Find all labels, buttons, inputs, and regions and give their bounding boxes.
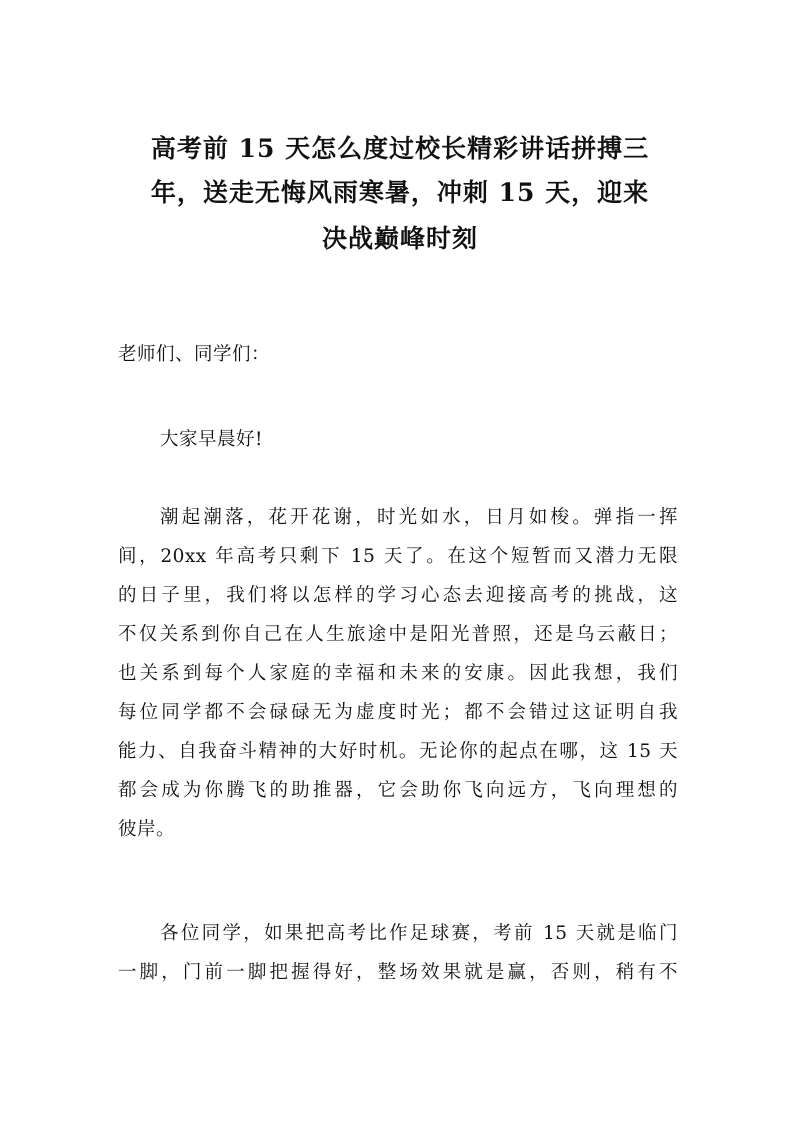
paragraph1-line: 也关系到每个人家庭的幸福和未来的安康。因此我想，我们 xyxy=(118,663,678,684)
paragraph1-line: 每位同学都不会碌碌无为虚度时光；都不会错过这证明自我 xyxy=(118,702,678,723)
paragraph1-line: 彼岸。 xyxy=(118,819,176,840)
title-line-2: 年，送走无悔风雨寒暑，冲刺 15 天，迎来 xyxy=(150,178,650,207)
paragraph1-line: 不仅关系到你自己在人生旅途中是阳光普照，还是乌云蔽日； xyxy=(118,624,678,645)
paragraph1-line: 能力、自我奋斗精神的大好时机。无论你的起点在哪，这 15 天 xyxy=(118,741,678,762)
title-line-3: 决战巅峰时刻 xyxy=(321,224,478,253)
title-line-1: 高考前 15 天怎么度过校长精彩讲话拼搏三 xyxy=(150,134,650,163)
greeting: 大家早晨好! xyxy=(160,429,263,450)
paragraph1-line: 都会成为你腾飞的助推器，它会助你飞向远方，飞向理想的 xyxy=(118,780,678,801)
paragraph1-line: 的日子里，我们将以怎样的学习心态去迎接高考的挑战，这 xyxy=(118,585,678,606)
paragraph1-line: 潮起潮落，花开花谢，时光如水，日月如梭。弹指一挥 xyxy=(160,507,678,528)
paragraph2-line: 一脚，门前一脚把握得好，整场效果就是赢，否则，稍有不 xyxy=(118,962,678,983)
paragraph2-line: 各位同学，如果把高考比作足球赛，考前 15 天就是临门 xyxy=(160,923,678,944)
paragraph1-line: 间，20xx 年高考只剩下 15 天了。在这个短暂而又潜力无限 xyxy=(118,546,678,567)
salutation: 老师们、同学们： xyxy=(118,344,271,365)
